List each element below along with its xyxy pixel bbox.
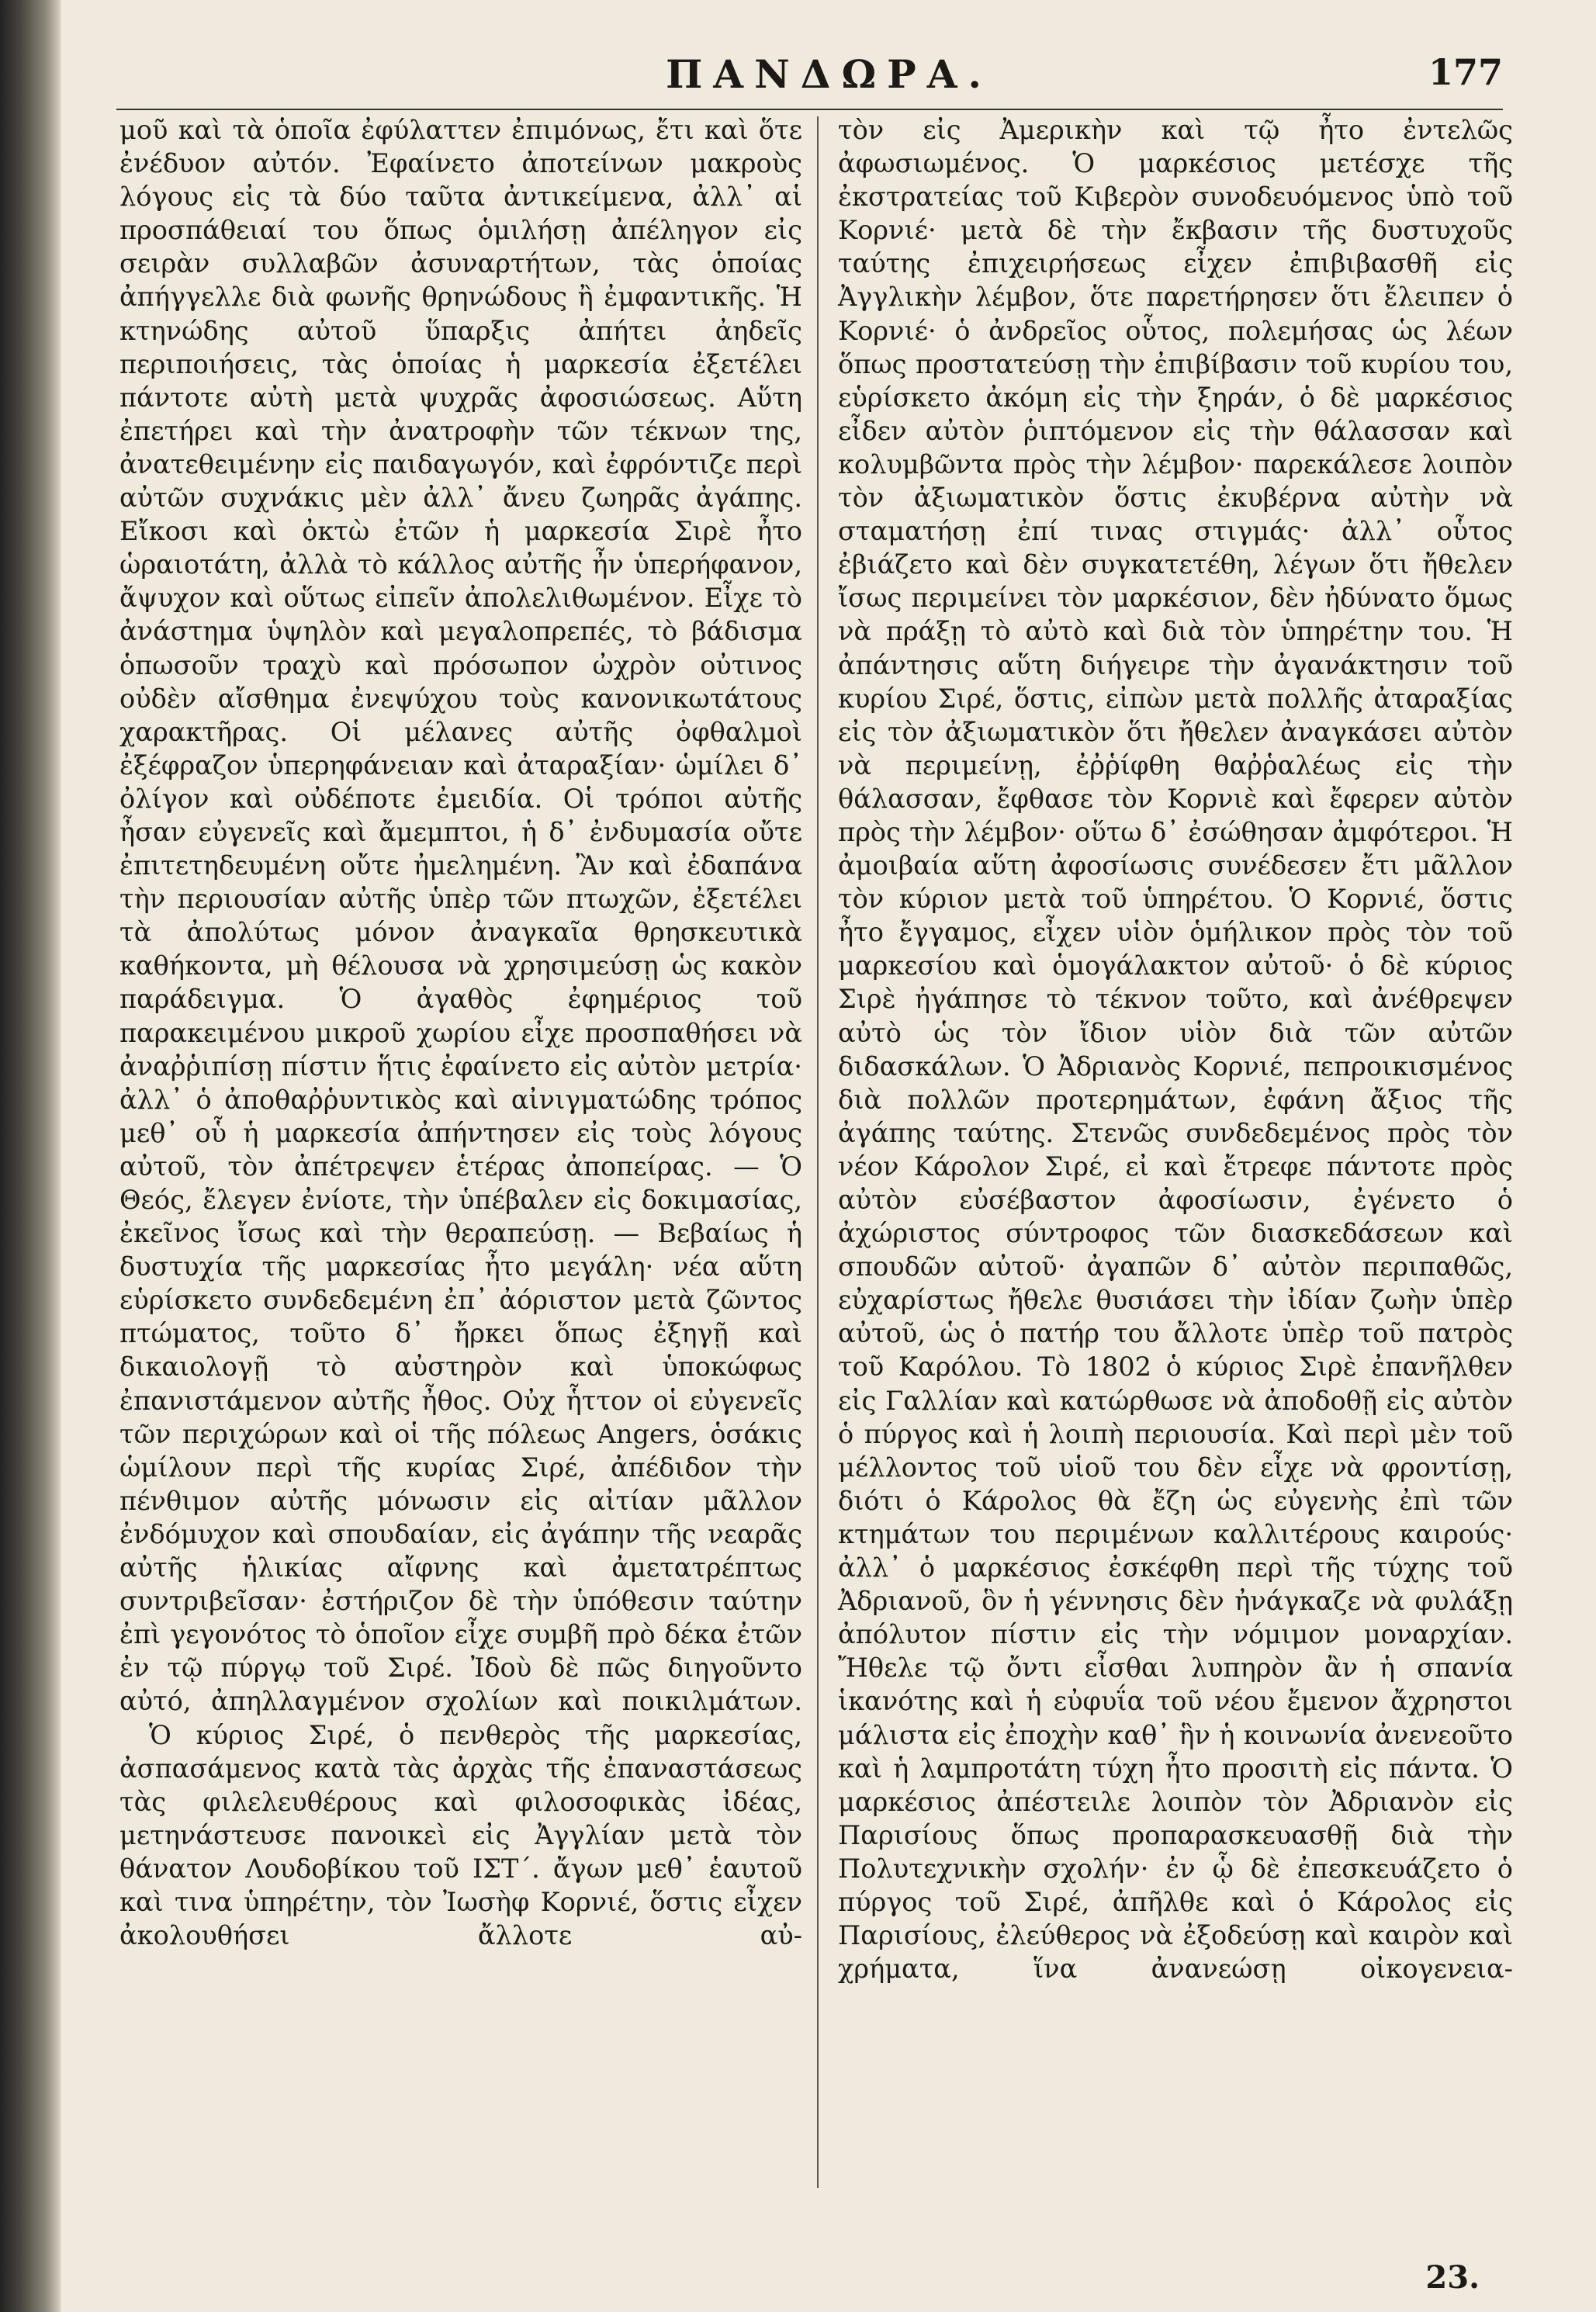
right-paragraph-1: τὸν εἰς Ἀμερικὴν καὶ τῷ ἦτο ἐντελῶς ἀφωσιωμένος. Ὁ μαρκέσιος μετέσχε τῆς ἐκστρατείας τοῦ Κιβερὸν συνοδευόμενος ὑπὸ τοῦ Κορνιέ· μετὰ δὲ τὴν ἔκβασιν τῆς δυστυχοῦς ταύτης ἐπιχειρήσεως εἶχεν ἐπιβιβασθῆ εἰς Ἀγγλικὴν λέμβον, ὅτε παρετήρησεν ὅτι ἔλειπεν ὁ Κορνιέ· ὁ ἀνδρεῖος οὗτος, πολεμήσας ὡς λέων ὅπως προστατεύσῃ τὴν ἐπιβίβασιν τοῦ κυρίου του, εὑρίσκετο ἀκόμη εἰς τὴν ξηράν, ὁ δὲ μαρκέσιος εἶδεν αὐτὸν ῥιπτόμενον εἰς τὴν θάλασσαν καὶ κολυμβῶντα πρὸς τὴν λέμβον· παρεκάλεσε λοιπὸν τὸν ἀξιωματικὸν ὅστις ἐκυβέρνα αὐτὴν νὰ σταματήσῃ ἐπί τινας στιγμάς· ἀλλ᾽ οὗτος ἐβιάζετο καὶ δὲν συγκατετέθη, λέγων ὅτι ἤθελεν ἴσως περιμείνει τὸν μαρκέσιον, δὲν ἠδύνατο ὅμως νὰ πράξῃ τὸ αὐτὸ καὶ διὰ τὸν ὑπηρέτην του. Ἡ ἀπάντησις αὕτη διήγειρε τὴν ἀγανάκτησιν τοῦ κυρίου Σιρέ, ὅστις, εἰπὼν μετὰ πολλῆς ἀταραξίας εἰς τὸν ἀξιωματικὸν ὅτι ἤθελεν ἀναγκάσει αὐτὸν νὰ περιμείνῃ, ἐῤῥίφθη θαῤῥαλέως εἰς τὴν θάλασσαν, ἔφθασε τὸν Κορνιὲ καὶ ἔφερεν αὐτὸν πρὸς τὴν λέμβον· οὕτω δ᾽ ἐσώθησαν ἀμφότεροι. Ἡ ἀμοιβαία αὕτη ἀφοσίωσις συνέδεσεν ἔτι μᾶλλον τὸν κύριον μετὰ τοῦ ὑπηρέτου. Ὁ Κορνιέ, ὅστις ἦτο ἔγγαμος, εἶχεν υἱὸν ὁμήλικον πρὸς τὸν τοῦ μαρκεσίου καὶ ὁμογάλακτον αὐτοῦ· ὁ δὲ κύριος Σιρὲ ἠγάπησε τὸ τέκνον τοῦτο, καὶ ἀνέθρεψεν αὐτὸ ὡς τὸν ἴδιον υἱὸν διὰ τῶν αὐτῶν διδασκάλων. Ὁ Ἀδριανὸς Κορνιέ, πεπροικισμένος διὰ πολλῶν προτερημάτων, ἐφάνη ἄξιος τῆς ἀγάπης ταύτης. Στενῶς συνδεδεμένος πρὸς τὸν νέον Κάρολον Σιρέ, εἰ καὶ ἔτρεφε πάντοτε πρὸς αὐτὸν εὐσέβαστον ἀφοσίωσιν, ἐγένετο ὁ ἀχώριστος σύντροφος τῶν διασκεδάσεων καὶ σπουδῶν αὐτοῦ· ἀγαπῶν δ᾽ αὐτὸν περιπαθῶς, εὐχαρίστως ἤθελε θυσιάσει τὴν ἰδίαν ζωὴν ὑπὲρ αὐτοῦ, ὡς ὁ πατήρ του ἄλλοτε ὑπὲρ τοῦ πατρὸς τοῦ Καρόλου. Τὸ 1802 ὁ κύριος Σιρὲ ἐπανῆλθεν εἰς Γαλλίαν καὶ κατώρθωσε νὰ ἀποδοθῇ εἰς αὐτὸν ὁ πύργος καὶ ἡ λοιπὴ περιουσία. Καὶ περὶ μὲν τοῦ μέλλοντος τοῦ υἱοῦ του δὲν εἶχε νὰ φροντίσῃ, διότι ὁ Κάρολος θὰ ἔζη ὡς εὐγενὴς ἐπὶ τῶν κτημάτων του περιμένων καλλιτέρους καιρούς· ἀλλ᾽ ὁ μαρκέσιος ἐσκέφθη περὶ τῆς τύχης τοῦ Ἀδριανοῦ, ὃν ἡ γέννησις δὲν ἠνάγκαζε νὰ φυλάξῃ ἀπόλυτον πίστιν εἰς τὴν νόμιμον μοναρχίαν. Ἤθελε τῷ ὄντι εἶσθαι λυπηρὸν ἂν ἡ σπανία ἱκανότης καὶ ἡ εὐφυΐα τοῦ νέου ἔμενον ἄχρηστοι μάλιστα εἰς ἐποχὴν καθ᾽ ἣν ἡ κοινωνία ἀνενεοῦτο καὶ ἡ λαμπροτάτη τύχη ἦτο προσιτὴ εἰς πάντα. Ὁ μαρκέσιος ἀπέστειλε λοιπὸν τὸν Ἀδριανὸν εἰς Παρισίους ὅπως προπαρασκευασθῇ διὰ τὴν Πολυτεχνικὴν σχολήν· ἐν ᾧ δὲ ἐπεσκευάζετο ὁ πύργος τοῦ Σιρέ, ἀπῆλθε καὶ ὁ Κάρολος εἰς Παρισίους, ἐλεύθερος νὰ ἐξοδεύσῃ καὶ καιρὸν καὶ χρήματα, ἵνα ἀνανεώσῃ οἰκογενεια- — [838, 115, 1513, 1985]
journal-title: ΠΑΝΔΩΡΑ. — [666, 51, 992, 97]
left-paragraph-2: Ὁ κύριος Σιρέ, ὁ πενθερὸς τῆς μαρκεσίας, ἀσπασάμενος κατὰ τὰς ἀρχὰς τῆς ἐπαναστάσεως τὰς φιλελευθέρους καὶ φιλοσοφικὰς ἰδέας, μετηνάστευσε πανοικεὶ εἰς Ἀγγλίαν μετὰ τὸν θάνατον Λουδοβίκου τοῦ ΙΣΤ΄. ἄγων μεθ᾽ ἑαυτοῦ καὶ τινα ὑπηρέτην, τὸν Ἰωσὴφ Κορνιέ, ὅστις εἶχεν ἀκολουθήσει ἄλλοτε αὐ- — [119, 1719, 802, 1951]
signature-mark: 23. — [1425, 2259, 1480, 2296]
right-column — [838, 113, 1513, 1985]
left-column — [119, 113, 802, 1952]
column-divider — [817, 116, 819, 2188]
book-binding-edge — [0, 0, 61, 2312]
left-paragraph-1: μοῦ καὶ τὰ ὁποῖα ἐφύλαττεν ἐπιμόνως, ἔτι καὶ ὅτε ἐνέδυον αὐτόν. Ἐφαίνετο ἀποτείνων μακροὺς λόγους εἰς τὰ δύο ταῦτα ἀντικείμενα, ἀλλ᾽ αἱ προσπάθειαί του ὅπως ὁμιλήσῃ ἀπέληγον εἰς σειρὰν συλλαβῶν ἀσυναρτήτων, τὰς ὁποίας ἀπήγγελλε διὰ φωνῆς θρηνώδους ἢ ἐμφαντικῆς. Ἡ κτηνώδης αὐτοῦ ὕπαρξις ἀπήτει ἀηδεῖς περιποιήσεις, τὰς ὁποίας ἡ μαρκεσία ἐξετέλει πάντοτε αὐτὴ μετὰ ψυχρᾶς ἀφοσιώσεως. Αὕτη ἐπετήρει καὶ τὴν ἀνατροφὴν τῶν τέκνων της, ἀνατεθειμένην εἰς παιδαγωγόν, καὶ ἐφρόντιζε περὶ αὐτῶν συχνάκις μὲν ἀλλ᾽ ἄνευ ζωηρᾶς ἀγάπης. Εἴκοσι καὶ ὀκτὼ ἐτῶν ἡ μαρκεσία Σιρὲ ἦτο ὡραιοτάτη, ἀλλὰ τὸ κάλλος αὐτῆς ἦν ὑπερήφανον, ἄψυχον καὶ οὕτως εἰπεῖν ἀπολελιθωμένον. Εἶχε τὸ ἀνάστημα ὑψηλὸν καὶ μεγαλοπρεπές, τὸ βάδισμα ὁπωσοῦν τραχὺ καὶ πρόσωπον ὠχρὸν οὐτινος οὐδὲν αἴσθημα ἐνεψύχου τοὺς κανονικωτάτους χαρακτῆρας. Οἱ μέλανες αὐτῆς ὀφθαλμοὶ ἐξέφραζον ὑπερηφάνειαν καὶ ἀταραξίαν· ὡμίλει δ᾽ ὀλίγον καὶ οὐδέποτε ἐμειδία. Οἱ τρόποι αὐτῆς ἦσαν εὐγενεῖς καὶ ἄμεμπτοι, ἡ δ᾽ ἐνδυμασία οὔτε ἐπιτετηδευμένη οὔτε ἠμελημένη. Ἂν καὶ ἐδαπάνα τὴν περιουσίαν αὐτῆς ὑπὲρ τῶν πτωχῶν, ἐξετέλει τὰ ἀπολύτως μόνον ἀναγκαῖα θρησκευτικὰ καθήκοντα, μὴ θέλουσα νὰ χρησιμεύσῃ ὡς κακὸν παράδειγμα. Ὁ ἀγαθὸς ἐφημέριος τοῦ παρακειμένου μικροῦ χωρίου εἶχε προσπαθήσει νὰ ἀναῤῥιπίσῃ πίστιν ἥτις ἐφαίνετο εἰς αὐτὸν μετρία· ἀλλ᾽ ὁ ἀποθαῤῥυντικὸς καὶ αἰνιγματώδης τρόπος μεθ᾽ οὗ ἡ μαρκεσία ἀπήντησεν εἰς τοὺς λόγους αὐτοῦ, τὸν ἀπέτρεψεν ἑτέρας ἀποπείρας. — Ὁ Θεός, ἔλεγεν ἐνίοτε, τὴν ὑπέβαλεν εἰς δοκιμασίας, ἐκεῖνος ἴσως καὶ τὴν θεραπεύσῃ. — Βεβαίως ἡ δυστυχία τῆς μαρκεσίας ἦτο μεγάλη· νέα αὕτη εὑρίσκετο συνδεδεμένη ἐπ᾽ ἀόριστον μετὰ ζῶντος πτώματος, τοῦτο δ᾽ ἤρκει ὅπως ἐξηγῇ καὶ δικαιολογῇ τὸ αὐστηρὸν καὶ ὑποκώφως ἐπανιστάμενον αὐτῆς ἦθος. Οὐχ ἧττον οἱ εὐγενεῖς τῶν περιχώρων καὶ οἱ τῆς πόλεως Angers, ὁσάκις ὡμίλουν περὶ τῆς κυρίας Σιρέ, ἀπέδιδον τὴν πένθιμον αὐτῆς μόνωσιν εἰς αἰτίαν μᾶλλον ἐνδόμυχον καὶ σπουδαίαν, εἰς ἀγάπην τῆς νεαρᾶς αὐτῆς ἡλικίας αἴφνης καὶ ἀμετατρέπτως συντριβεῖσαν· ἐστήριζον δὲ τὴν ὑπόθεσιν ταύτην ἐπὶ γεγονότος τὸ ὁποῖον εἶχε συμβῆ πρὸ δέκα ἐτῶν ἐν τῷ πύργῳ τοῦ Σιρέ. Ἰδοὺ δὲ πῶς διηγοῦντο αὐτό, ἀπηλλαγμένον σχολίων καὶ ποικιλμάτων. — [119, 115, 802, 1717]
book-page — [62, 0, 1596, 2312]
running-header — [62, 51, 1596, 106]
header-rule — [116, 109, 1503, 110]
page-number: 177 — [1428, 51, 1503, 93]
